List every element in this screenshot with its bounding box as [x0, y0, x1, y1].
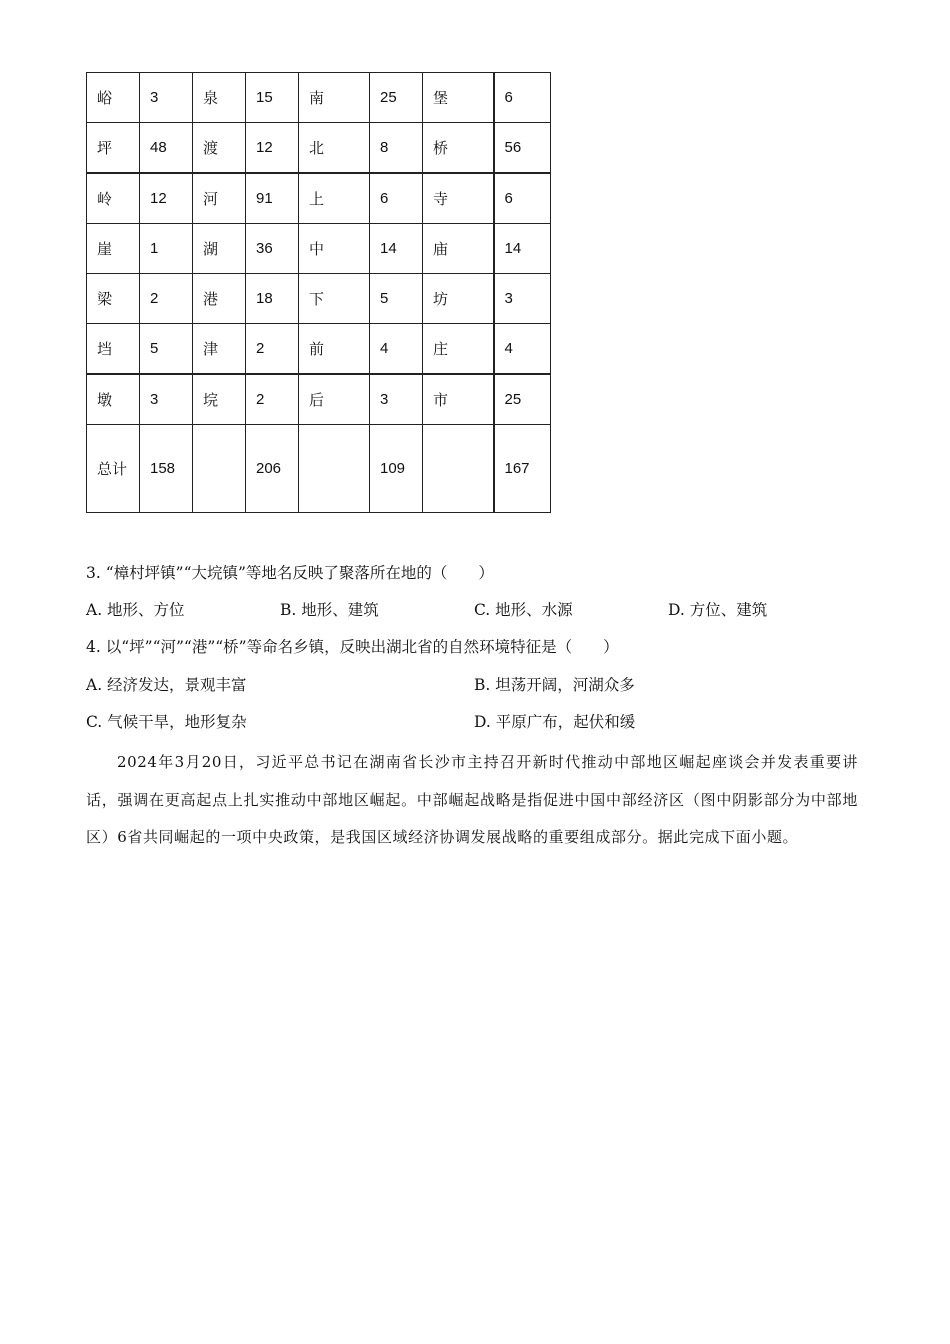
count-cell: 56 [494, 123, 551, 174]
total-cell [299, 425, 370, 513]
question-3-option-b: B. 地形、建筑 [280, 601, 379, 619]
count-cell: 25 [370, 73, 423, 123]
name-char-cell: 湖 [193, 224, 246, 274]
name-char-cell: 渡 [193, 123, 246, 174]
count-cell: 2 [246, 374, 299, 425]
table-row [87, 224, 551, 274]
total-cell [193, 425, 246, 513]
name-char-cell: 前 [299, 324, 370, 375]
table-row [87, 374, 551, 425]
name-char-cell: 港 [193, 274, 246, 324]
name-char-cell: 坪 [87, 123, 140, 174]
name-char-cell: 下 [299, 274, 370, 324]
count-cell: 5 [370, 274, 423, 324]
table-row [87, 324, 551, 375]
name-char-cell: 垸 [193, 374, 246, 425]
name-char-cell: 泉 [193, 73, 246, 123]
count-cell: 48 [140, 123, 193, 174]
count-cell: 14 [494, 224, 551, 274]
count-cell: 12 [140, 173, 193, 224]
name-char-cell: 梁 [87, 274, 140, 324]
table-row [87, 73, 551, 123]
question-4-option-c: C. 气候干旱，地形复杂 [86, 713, 247, 731]
name-char-cell: 庄 [423, 324, 494, 375]
name-char-cell: 中 [299, 224, 370, 274]
total-cell: 109 [370, 425, 423, 513]
name-char-cell: 岭 [87, 173, 140, 224]
question-3-option-a: A. 地形、方位 [86, 601, 185, 619]
count-cell: 25 [494, 374, 551, 425]
question-4-option-d: D. 平原广布，起伏和缓 [474, 713, 636, 731]
count-cell: 3 [370, 374, 423, 425]
table-body [87, 73, 551, 513]
passage-paragraph: 2024年3月20日，习近平总书记在湖南省长沙市主持召开新时代推动中部地区崛起座谈会并发表重要讲话，强调在更高起点上扎实推动中部地区崛起。中部崛起战略是指促进中国中部经济区（图中阴影部分为中部地区）6省共同崛起的一项中央政策，是我国区域经济协调发展战略的重要组成部分。据此完成下面小题。 [86, 753, 858, 846]
name-char-cell: 崖 [87, 224, 140, 274]
count-cell: 8 [370, 123, 423, 174]
count-cell: 2 [246, 324, 299, 375]
count-cell: 4 [370, 324, 423, 375]
count-cell: 3 [140, 73, 193, 123]
name-char-cell: 坊 [423, 274, 494, 324]
name-char-cell: 寺 [423, 173, 494, 224]
name-char-cell: 堡 [423, 73, 494, 123]
name-char-cell: 南 [299, 73, 370, 123]
question-3-stem: 3. “樟村坪镇”“大垸镇”等地名反映了聚落所在地的（ ） [86, 564, 494, 582]
question-4-option-a: A. 经济发达，景观丰富 [86, 676, 247, 694]
name-char-cell: 庙 [423, 224, 494, 274]
place-name-table [86, 72, 551, 513]
name-char-cell: 垱 [87, 324, 140, 375]
table-total-row [87, 425, 551, 513]
count-cell: 3 [494, 274, 551, 324]
count-cell: 2 [140, 274, 193, 324]
total-label-cell: 总计 [87, 425, 140, 513]
total-cell [423, 425, 494, 513]
name-char-cell: 市 [423, 374, 494, 425]
table-row [87, 173, 551, 224]
total-cell: 158 [140, 425, 193, 513]
count-cell: 12 [246, 123, 299, 174]
name-char-cell: 上 [299, 173, 370, 224]
total-cell: 167 [494, 425, 551, 513]
name-char-cell: 河 [193, 173, 246, 224]
question-3-option-c: C. 地形、水源 [474, 601, 573, 619]
count-cell: 1 [140, 224, 193, 274]
count-cell: 4 [494, 324, 551, 375]
count-cell: 18 [246, 274, 299, 324]
count-cell: 5 [140, 324, 193, 375]
question-3-option-d: D. 方位、建筑 [668, 601, 768, 619]
count-cell: 6 [494, 73, 551, 123]
count-cell: 91 [246, 173, 299, 224]
count-cell: 6 [494, 173, 551, 224]
name-char-cell: 北 [299, 123, 370, 174]
question-4-stem: 4. 以“坪”“河”“港”“桥”等命名乡镇，反映出湖北省的自然环境特征是（ ） [86, 638, 619, 656]
table-row [87, 274, 551, 324]
count-cell: 14 [370, 224, 423, 274]
table-row [87, 123, 551, 174]
count-cell: 15 [246, 73, 299, 123]
name-char-cell: 墩 [87, 374, 140, 425]
count-cell: 36 [246, 224, 299, 274]
name-char-cell: 津 [193, 324, 246, 375]
total-cell: 206 [246, 425, 299, 513]
name-char-cell: 后 [299, 374, 370, 425]
question-4-option-b: B. 坦荡开阔，河湖众多 [474, 676, 635, 694]
name-char-cell: 桥 [423, 123, 494, 174]
count-cell: 6 [370, 173, 423, 224]
name-char-cell: 峪 [87, 73, 140, 123]
count-cell: 3 [140, 374, 193, 425]
